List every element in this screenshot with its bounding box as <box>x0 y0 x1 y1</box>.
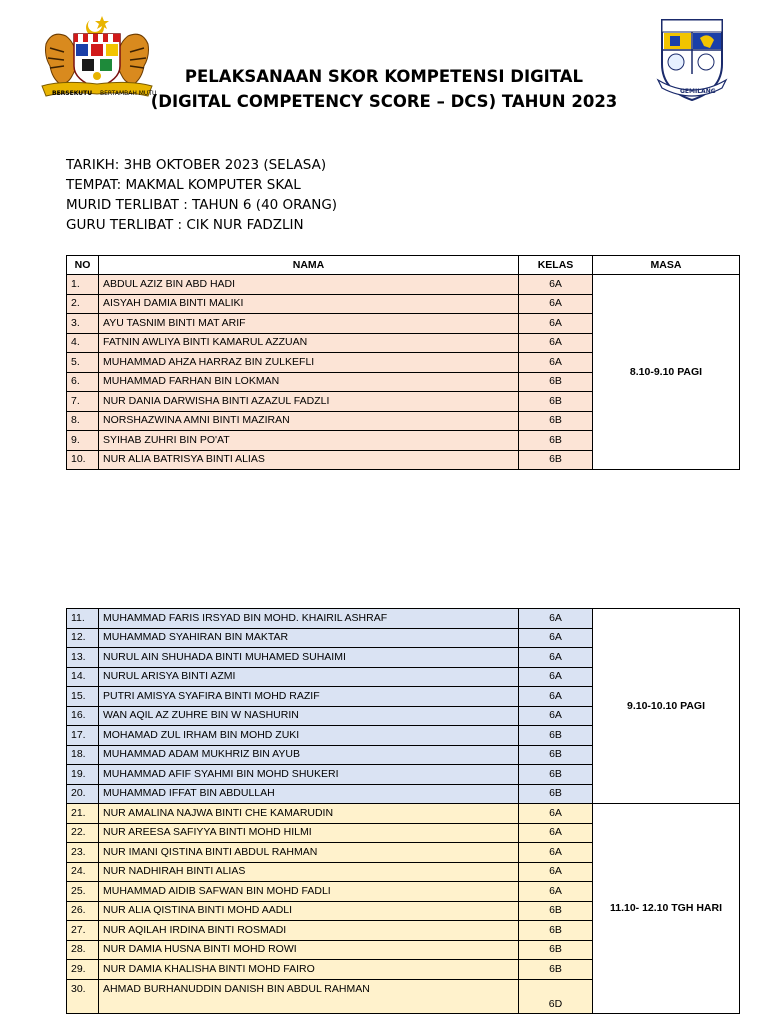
table-header-row <box>67 256 740 275</box>
table-row <box>67 804 740 824</box>
student-name: ABDUL AZIZ BIN ABD HADI <box>99 275 519 295</box>
student-name: AYU TASNIM BINTI MAT ARIF <box>99 314 519 334</box>
student-name: NURUL ARISYA BINTI AZMI <box>99 667 519 687</box>
student-class: 6A <box>519 353 593 373</box>
row-number: 28. <box>67 940 99 960</box>
student-name: FATNIN AWLIYA BINTI KAMARUL AZZUAN <box>99 333 519 353</box>
info-murid: MURID TERLIBAT : TAHUN 6 (40 ORANG) <box>66 197 338 213</box>
page-title-line-1: PELAKSANAAN SKOR KOMPETENSI DIGITAL <box>184 67 584 86</box>
student-name: MUHAMMAD AHZA HARRAZ BIN ZULKEFLI <box>99 353 519 373</box>
student-class: 6B <box>519 450 593 470</box>
header-nama: NAMA <box>99 256 519 275</box>
row-number: 16. <box>67 706 99 726</box>
row-number: 8. <box>67 411 99 431</box>
row-number: 27. <box>67 921 99 941</box>
student-name: WAN AQIL AZ ZUHRE BIN W NASHURIN <box>99 706 519 726</box>
student-name: MUHAMMAD FARIS IRSYAD BIN MOHD. KHAIRIL ASHRAF <box>99 609 519 629</box>
student-class: 6A <box>519 843 593 863</box>
student-name: AISYAH DAMIA BINTI MALIKI <box>99 294 519 314</box>
student-class: 6A <box>519 648 593 668</box>
row-number: 24. <box>67 862 99 882</box>
row-number: 17. <box>67 726 99 746</box>
row-number: 5. <box>67 353 99 373</box>
student-name: NORSHAZWINA AMNI BINTI MAZIRAN <box>99 411 519 431</box>
student-name: NUR DANIA DARWISHA BINTI AZAZUL FADZLI <box>99 392 519 412</box>
student-name: PUTRI AMISYA SYAFIRA BINTI MOHD RAZIF <box>99 687 519 707</box>
student-class: 6A <box>519 804 593 824</box>
student-class: 6B <box>519 784 593 804</box>
table-row <box>67 609 740 629</box>
roster-table-2 <box>66 608 740 1014</box>
row-number: 18. <box>67 745 99 765</box>
header-masa: MASA <box>593 256 740 275</box>
student-name: MUHAMMAD AFIF SYAHMI BIN MOHD SHUKERI <box>99 765 519 785</box>
row-number: 3. <box>67 314 99 334</box>
row-number: 19. <box>67 765 99 785</box>
row-number: 2. <box>67 294 99 314</box>
student-class: 6B <box>519 745 593 765</box>
header-kelas: KELAS <box>519 256 593 275</box>
student-class: 6B <box>519 921 593 941</box>
row-number: 12. <box>67 628 99 648</box>
student-class: 6B <box>519 960 593 980</box>
row-number: 7. <box>67 392 99 412</box>
student-class: 6B <box>519 940 593 960</box>
session-time: 8.10-9.10 PAGI <box>593 275 740 470</box>
student-class: 6A <box>519 882 593 902</box>
row-number: 15. <box>67 687 99 707</box>
student-class: 6A <box>519 706 593 726</box>
student-name: MOHAMAD ZUL IRHAM BIN MOHD ZUKI <box>99 726 519 746</box>
row-number: 9. <box>67 431 99 451</box>
student-class: 6A <box>519 628 593 648</box>
student-class: 6D <box>519 979 593 1013</box>
student-class: 6A <box>519 609 593 629</box>
row-number: 1. <box>67 275 99 295</box>
row-number: 14. <box>67 667 99 687</box>
student-name: NUR IMANI QISTINA BINTI ABDUL RAHMAN <box>99 843 519 863</box>
page-title-line-2: (DIGITAL COMPETENCY SCORE – DCS) TAHUN 2023 <box>150 92 618 111</box>
row-number: 26. <box>67 901 99 921</box>
student-name: MUHAMMAD AIDIB SAFWAN BIN MOHD FADLI <box>99 882 519 902</box>
student-name: MUHAMMAD IFFAT BIN ABDULLAH <box>99 784 519 804</box>
student-class: 6A <box>519 275 593 295</box>
student-name: NUR ALIA BATRISYA BINTI ALIAS <box>99 450 519 470</box>
svg-text:GEMILANG: GEMILANG <box>680 88 716 95</box>
student-name: NUR AREESA SAFIYYA BINTI MOHD HILMI <box>99 823 519 843</box>
row-number: 23. <box>67 843 99 863</box>
student-class: 6A <box>519 314 593 334</box>
row-number: 20. <box>67 784 99 804</box>
row-number: 11. <box>67 609 99 629</box>
group-3-body <box>67 804 740 1014</box>
student-class: 6B <box>519 765 593 785</box>
session-time: 11.10- 12.10 TGH HARI <box>593 804 740 1014</box>
student-name: NUR AQILAH IRDINA BINTI ROSMADI <box>99 921 519 941</box>
header-no: NO <box>67 256 99 275</box>
row-number: 30. <box>67 979 99 1013</box>
student-class: 6B <box>519 372 593 392</box>
student-class: 6A <box>519 862 593 882</box>
student-name: SYIHAB ZUHRI BIN PO'AT <box>99 431 519 451</box>
student-name: NUR AMALINA NAJWA BINTI CHE KAMARUDIN <box>99 804 519 824</box>
student-class: 6B <box>519 901 593 921</box>
student-class: 6B <box>519 726 593 746</box>
student-class: 6B <box>519 392 593 412</box>
table-row <box>67 275 740 295</box>
row-number: 29. <box>67 960 99 980</box>
student-class: 6B <box>519 411 593 431</box>
row-number: 25. <box>67 882 99 902</box>
roster-table-1 <box>66 255 740 470</box>
row-number: 13. <box>67 648 99 668</box>
student-name: MUHAMMAD SYAHIRAN BIN MAKTAR <box>99 628 519 648</box>
svg-text:BERSEKUTU: BERSEKUTU <box>52 90 93 97</box>
student-name: MUHAMMAD FARHAN BIN LOKMAN <box>99 372 519 392</box>
row-number: 6. <box>67 372 99 392</box>
student-name: NUR DAMIA HUSNA BINTI MOHD ROWI <box>99 940 519 960</box>
session-time: 9.10-10.10 PAGI <box>593 609 740 804</box>
student-class: 6A <box>519 687 593 707</box>
student-class: 6A <box>519 667 593 687</box>
row-number: 22. <box>67 823 99 843</box>
student-class: 6A <box>519 823 593 843</box>
student-class: 6A <box>519 333 593 353</box>
group-2-body <box>67 609 740 804</box>
group-1-body <box>67 275 740 470</box>
student-class: 6B <box>519 431 593 451</box>
student-name: NUR DAMIA KHALISHA BINTI MOHD FAIRO <box>99 960 519 980</box>
info-tempat: TEMPAT: MAKMAL KOMPUTER SKAL <box>66 177 301 193</box>
svg-text:BERTAMBAH MUTU: BERTAMBAH MUTU <box>100 90 156 97</box>
student-name: MUHAMMAD ADAM MUKHRIZ BIN AYUB <box>99 745 519 765</box>
student-name: NUR ALIA QISTINA BINTI MOHD AADLI <box>99 901 519 921</box>
row-number: 10. <box>67 450 99 470</box>
info-tarikh: TARIKH: 3HB OKTOBER 2023 (SELASA) <box>66 157 327 173</box>
student-name: AHMAD BURHANUDDIN DANISH BIN ABDUL RAHMAN <box>99 979 519 1013</box>
student-name: NUR NADHIRAH BINTI ALIAS <box>99 862 519 882</box>
student-name: NURUL AIN SHUHADA BINTI MUHAMED SUHAIMI <box>99 648 519 668</box>
row-number: 4. <box>67 333 99 353</box>
info-guru: GURU TERLIBAT : CIK NUR FADZLIN <box>66 217 304 233</box>
student-class: 6A <box>519 294 593 314</box>
row-number: 21. <box>67 804 99 824</box>
